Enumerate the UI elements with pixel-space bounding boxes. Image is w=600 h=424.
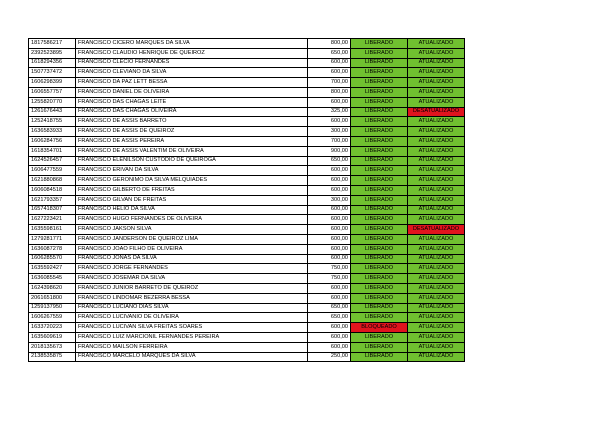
- update-status-cell[interactable]: ATUALIZADO: [408, 146, 465, 156]
- name-cell[interactable]: FRANCISCO DAS CHAGAS OLIVEIRA: [76, 107, 308, 117]
- name-cell[interactable]: FRANCISCO ERIVAN DA SILVA: [76, 166, 308, 176]
- id-cell[interactable]: 1618354701: [29, 146, 76, 156]
- table-row: [29, 68, 465, 78]
- update-status-cell[interactable]: ATUALIZADO: [408, 293, 465, 303]
- table-row: [29, 323, 465, 333]
- name-cell[interactable]: FRANCISCO DA PAZ LETT BESSA: [76, 78, 308, 88]
- value-cell[interactable]: 600,00: [308, 166, 351, 176]
- name-cell[interactable]: FRANCISCO JANDERSON DE QUEIROZ LIMA: [76, 234, 308, 244]
- value-cell[interactable]: 250,00: [308, 352, 351, 362]
- update-status-cell[interactable]: DESATUALIZADO: [408, 225, 465, 235]
- update-status-cell[interactable]: ATUALIZADO: [408, 205, 465, 215]
- table-row: [29, 313, 465, 323]
- value-cell[interactable]: 600,00: [308, 332, 351, 342]
- value-cell[interactable]: 750,00: [308, 264, 351, 274]
- name-cell[interactable]: FRANCISCO DE ASSIS PEREIRA: [76, 136, 308, 146]
- id-cell[interactable]: 1259137950: [29, 303, 76, 313]
- name-cell[interactable]: FRANCISCO GILBERTO DE FREITAS: [76, 185, 308, 195]
- value-cell[interactable]: 600,00: [308, 215, 351, 225]
- name-cell[interactable]: FRANCISCO ELENILSON CUSTODIO DE QUEIROGA: [76, 156, 308, 166]
- status-cell[interactable]: LIBERADO: [351, 185, 408, 195]
- update-status-cell[interactable]: ATUALIZADO: [408, 332, 465, 342]
- name-cell[interactable]: FRANCISCO LUIZ MARCIONIL FERNANDES PEREIRA: [76, 332, 308, 342]
- status-cell[interactable]: LIBERADO: [351, 136, 408, 146]
- value-cell[interactable]: 300,00: [308, 127, 351, 137]
- table-row: [29, 48, 465, 58]
- status-cell[interactable]: LIBERADO: [351, 87, 408, 97]
- value-cell[interactable]: 800,00: [308, 39, 351, 49]
- id-cell[interactable]: 1627223421: [29, 215, 76, 225]
- id-cell[interactable]: 2061651800: [29, 293, 76, 303]
- name-cell[interactable]: FRANCISCO LUCIVANIO DE OLIVEIRA: [76, 313, 308, 323]
- status-cell[interactable]: LIBERADO: [351, 254, 408, 264]
- id-cell[interactable]: 1606557757: [29, 87, 76, 97]
- update-status-cell[interactable]: ATUALIZADO: [408, 274, 465, 284]
- id-cell[interactable]: 1618294356: [29, 58, 76, 68]
- update-status-cell[interactable]: ATUALIZADO: [408, 87, 465, 97]
- status-cell[interactable]: LIBERADO: [351, 97, 408, 107]
- table-row: [29, 274, 465, 284]
- status-cell[interactable]: LIBERADO: [351, 156, 408, 166]
- name-cell[interactable]: FRANCISCO MARCELO MARQUES DA SILVA: [76, 352, 308, 362]
- value-cell[interactable]: 700,00: [308, 78, 351, 88]
- table-row: [29, 146, 465, 156]
- value-cell[interactable]: 650,00: [308, 303, 351, 313]
- id-cell[interactable]: 2138535875: [29, 352, 76, 362]
- name-cell[interactable]: FRANCISCO LUCIANO DIAS SILVA: [76, 303, 308, 313]
- status-cell[interactable]: LIBERADO: [351, 293, 408, 303]
- id-cell[interactable]: 1621793357: [29, 195, 76, 205]
- value-cell[interactable]: 600,00: [308, 234, 351, 244]
- value-cell[interactable]: 600,00: [308, 342, 351, 352]
- status-cell[interactable]: LIBERADO: [351, 274, 408, 284]
- update-status-cell[interactable]: ATUALIZADO: [408, 195, 465, 205]
- payment-table: [28, 38, 465, 362]
- value-cell[interactable]: 800,00: [308, 87, 351, 97]
- id-cell[interactable]: 1657418307: [29, 205, 76, 215]
- name-cell[interactable]: FRANCISCO GERONIMO DA SILVA MELQUIADES: [76, 176, 308, 186]
- table-row: [29, 97, 465, 107]
- table-row: [29, 254, 465, 264]
- table-row: [29, 136, 465, 146]
- name-cell[interactable]: FRANCISCO HUGO FERNANDES DE OLIVEIRA: [76, 215, 308, 225]
- table-row: [29, 166, 465, 176]
- value-cell[interactable]: 700,00: [308, 136, 351, 146]
- table-row: [29, 225, 465, 235]
- name-cell[interactable]: FRANCISCO MAILSON FERREIRA: [76, 342, 308, 352]
- id-cell[interactable]: 1255820770: [29, 97, 76, 107]
- table-row: [29, 234, 465, 244]
- name-cell[interactable]: FRANCISCO CLECIO FERNANDES: [76, 58, 308, 68]
- value-cell[interactable]: 600,00: [308, 283, 351, 293]
- update-status-cell[interactable]: ATUALIZADO: [408, 156, 465, 166]
- value-cell[interactable]: 650,00: [308, 313, 351, 323]
- update-status-cell[interactable]: ATUALIZADO: [408, 244, 465, 254]
- id-cell[interactable]: 1606267559: [29, 313, 76, 323]
- update-status-cell[interactable]: ATUALIZADO: [408, 176, 465, 186]
- id-cell[interactable]: 1635609619: [29, 332, 76, 342]
- name-cell[interactable]: FRANCISCO JOSEMAR DA SILVA: [76, 274, 308, 284]
- update-status-cell[interactable]: DESATUALIZADO: [408, 107, 465, 117]
- table-row: [29, 342, 465, 352]
- value-cell[interactable]: 600,00: [308, 185, 351, 195]
- value-cell[interactable]: 750,00: [308, 274, 351, 284]
- status-cell[interactable]: LIBERADO: [351, 195, 408, 205]
- update-status-cell[interactable]: ATUALIZADO: [408, 127, 465, 137]
- status-cell[interactable]: LIBERADO: [351, 313, 408, 323]
- id-cell[interactable]: 1606284756: [29, 136, 76, 146]
- id-cell[interactable]: 1635592427: [29, 264, 76, 274]
- id-cell[interactable]: 1606084518: [29, 185, 76, 195]
- name-cell[interactable]: FRANCISCO LINDOMAR BEZERRA BESSA: [76, 293, 308, 303]
- status-cell[interactable]: LIBERADO: [351, 39, 408, 49]
- id-cell[interactable]: 1636087278: [29, 244, 76, 254]
- name-cell[interactable]: FRANCISCO DAS CHAGAS LEITE: [76, 97, 308, 107]
- name-cell[interactable]: FRANCISCO JOAO FILHO DE OLIVEIRA: [76, 244, 308, 254]
- status-cell[interactable]: LIBERADO: [351, 166, 408, 176]
- status-cell[interactable]: BLOQUEADO: [351, 323, 408, 333]
- value-cell[interactable]: 300,00: [308, 195, 351, 205]
- status-cell[interactable]: LIBERADO: [351, 48, 408, 58]
- update-status-cell[interactable]: ATUALIZADO: [408, 97, 465, 107]
- value-cell[interactable]: 650,00: [308, 156, 351, 166]
- value-cell[interactable]: 600,00: [308, 293, 351, 303]
- table-row: [29, 39, 465, 49]
- update-status-cell[interactable]: ATUALIZADO: [408, 39, 465, 49]
- update-status-cell[interactable]: ATUALIZADO: [408, 283, 465, 293]
- status-cell[interactable]: LIBERADO: [351, 146, 408, 156]
- status-cell[interactable]: LIBERADO: [351, 117, 408, 127]
- name-cell[interactable]: FRANCISCO GILVAN DE FREITAS: [76, 195, 308, 205]
- name-cell[interactable]: FRANCISCO LUCIVAN SILVA FREITAS SOARES: [76, 323, 308, 333]
- value-cell[interactable]: 600,00: [308, 97, 351, 107]
- table-row: [29, 176, 465, 186]
- update-status-cell[interactable]: ATUALIZADO: [408, 254, 465, 264]
- status-cell[interactable]: LIBERADO: [351, 58, 408, 68]
- name-cell[interactable]: FRANCISCO DE ASSIS VALENTIM DE OLIVEIRA: [76, 146, 308, 156]
- update-status-cell[interactable]: ATUALIZADO: [408, 185, 465, 195]
- value-cell[interactable]: 600,00: [308, 176, 351, 186]
- table-row: [29, 195, 465, 205]
- value-cell[interactable]: 600,00: [308, 225, 351, 235]
- id-cell[interactable]: 1507737472: [29, 68, 76, 78]
- status-cell[interactable]: LIBERADO: [351, 244, 408, 254]
- status-cell[interactable]: LIBERADO: [351, 205, 408, 215]
- value-cell[interactable]: 900,00: [308, 146, 351, 156]
- status-cell[interactable]: LIBERADO: [351, 215, 408, 225]
- status-cell[interactable]: LIBERADO: [351, 303, 408, 313]
- id-cell[interactable]: 2392523895: [29, 48, 76, 58]
- value-cell[interactable]: 600,00: [308, 244, 351, 254]
- id-cell[interactable]: 2018135673: [29, 342, 76, 352]
- update-status-cell[interactable]: ATUALIZADO: [408, 48, 465, 58]
- table-row: [29, 293, 465, 303]
- table-row: [29, 332, 465, 342]
- status-cell[interactable]: LIBERADO: [351, 332, 408, 342]
- table-row: [29, 117, 465, 127]
- id-cell[interactable]: 1817586217: [29, 39, 76, 49]
- update-status-cell[interactable]: ATUALIZADO: [408, 234, 465, 244]
- id-cell[interactable]: 1252418755: [29, 117, 76, 127]
- id-cell[interactable]: 1633720223: [29, 323, 76, 333]
- value-cell[interactable]: 600,00: [308, 58, 351, 68]
- status-cell[interactable]: LIBERADO: [351, 342, 408, 352]
- value-cell[interactable]: 600,00: [308, 117, 351, 127]
- table-row: [29, 352, 465, 362]
- table-row: [29, 127, 465, 137]
- table-row: [29, 283, 465, 293]
- value-cell[interactable]: 600,00: [308, 68, 351, 78]
- name-cell[interactable]: FRANCISCO JAKSON SILVA: [76, 225, 308, 235]
- id-cell[interactable]: 1621880868: [29, 176, 76, 186]
- update-status-cell[interactable]: ATUALIZADO: [408, 303, 465, 313]
- status-cell[interactable]: LIBERADO: [351, 234, 408, 244]
- update-status-cell[interactable]: ATUALIZADO: [408, 166, 465, 176]
- update-status-cell[interactable]: ATUALIZADO: [408, 342, 465, 352]
- status-cell[interactable]: LIBERADO: [351, 127, 408, 137]
- update-status-cell[interactable]: ATUALIZADO: [408, 68, 465, 78]
- table-row: [29, 303, 465, 313]
- id-cell[interactable]: 1606298399: [29, 78, 76, 88]
- table-row: [29, 107, 465, 117]
- status-cell[interactable]: LIBERADO: [351, 176, 408, 186]
- table-row: [29, 205, 465, 215]
- status-cell[interactable]: LIBERADO: [351, 352, 408, 362]
- update-status-cell[interactable]: ATUALIZADO: [408, 323, 465, 333]
- table-row: [29, 185, 465, 195]
- table-row: [29, 244, 465, 254]
- status-cell[interactable]: LIBERADO: [351, 78, 408, 88]
- status-cell[interactable]: LIBERADO: [351, 107, 408, 117]
- table-body: [29, 39, 465, 362]
- update-status-cell[interactable]: ATUALIZADO: [408, 58, 465, 68]
- status-cell[interactable]: LIBERADO: [351, 68, 408, 78]
- update-status-cell[interactable]: ATUALIZADO: [408, 264, 465, 274]
- id-cell[interactable]: 1261676443: [29, 107, 76, 117]
- value-cell[interactable]: 600,00: [308, 205, 351, 215]
- name-cell[interactable]: FRANCISCO HELIO DA SILVA: [76, 205, 308, 215]
- table-row: [29, 58, 465, 68]
- value-cell[interactable]: 600,00: [308, 323, 351, 333]
- name-cell[interactable]: FRANCISCO JONAS DA SILVA: [76, 254, 308, 264]
- update-status-cell[interactable]: ATUALIZADO: [408, 78, 465, 88]
- table-row: [29, 78, 465, 88]
- value-cell[interactable]: 325,00: [308, 107, 351, 117]
- value-cell[interactable]: 600,00: [308, 254, 351, 264]
- status-cell[interactable]: LIBERADO: [351, 225, 408, 235]
- table-row: [29, 215, 465, 225]
- table-row: [29, 264, 465, 274]
- name-cell[interactable]: FRANCISCO DANIEL DE OLIVEIRA: [76, 87, 308, 97]
- update-status-cell[interactable]: ATUALIZADO: [408, 313, 465, 323]
- id-cell[interactable]: 1635598161: [29, 225, 76, 235]
- id-cell[interactable]: 1636583933: [29, 127, 76, 137]
- id-cell[interactable]: 1279281771: [29, 234, 76, 244]
- id-cell[interactable]: 1624526457: [29, 156, 76, 166]
- update-status-cell[interactable]: ATUALIZADO: [408, 352, 465, 362]
- value-cell[interactable]: 650,00: [308, 48, 351, 58]
- table-row: [29, 87, 465, 97]
- id-cell[interactable]: 1624398620: [29, 283, 76, 293]
- name-cell[interactable]: FRANCISCO JUNIOR BARRETO DE QUEIROZ: [76, 283, 308, 293]
- id-cell[interactable]: 1606477559: [29, 166, 76, 176]
- name-cell[interactable]: FRANCISCO JORGE FERNANDES: [76, 264, 308, 274]
- name-cell[interactable]: FRANCISCO CLAUDIO HENRIQUE DE QUEIROZ: [76, 48, 308, 58]
- name-cell[interactable]: FRANCISCO CLEVIANO DA SILVA: [76, 68, 308, 78]
- update-status-cell[interactable]: ATUALIZADO: [408, 136, 465, 146]
- name-cell[interactable]: FRANCISCO CICERO MARQUES DA SILVA: [76, 39, 308, 49]
- id-cell[interactable]: 1606285570: [29, 254, 76, 264]
- status-cell[interactable]: LIBERADO: [351, 264, 408, 274]
- name-cell[interactable]: FRANCISCO DE ASSIS BARRETO: [76, 117, 308, 127]
- name-cell[interactable]: FRANCISCO DE ASSIS DE QUEIROZ: [76, 127, 308, 137]
- status-cell[interactable]: LIBERADO: [351, 283, 408, 293]
- table-row: [29, 156, 465, 166]
- update-status-cell[interactable]: ATUALIZADO: [408, 215, 465, 225]
- update-status-cell[interactable]: ATUALIZADO: [408, 117, 465, 127]
- id-cell[interactable]: 1636085545: [29, 274, 76, 284]
